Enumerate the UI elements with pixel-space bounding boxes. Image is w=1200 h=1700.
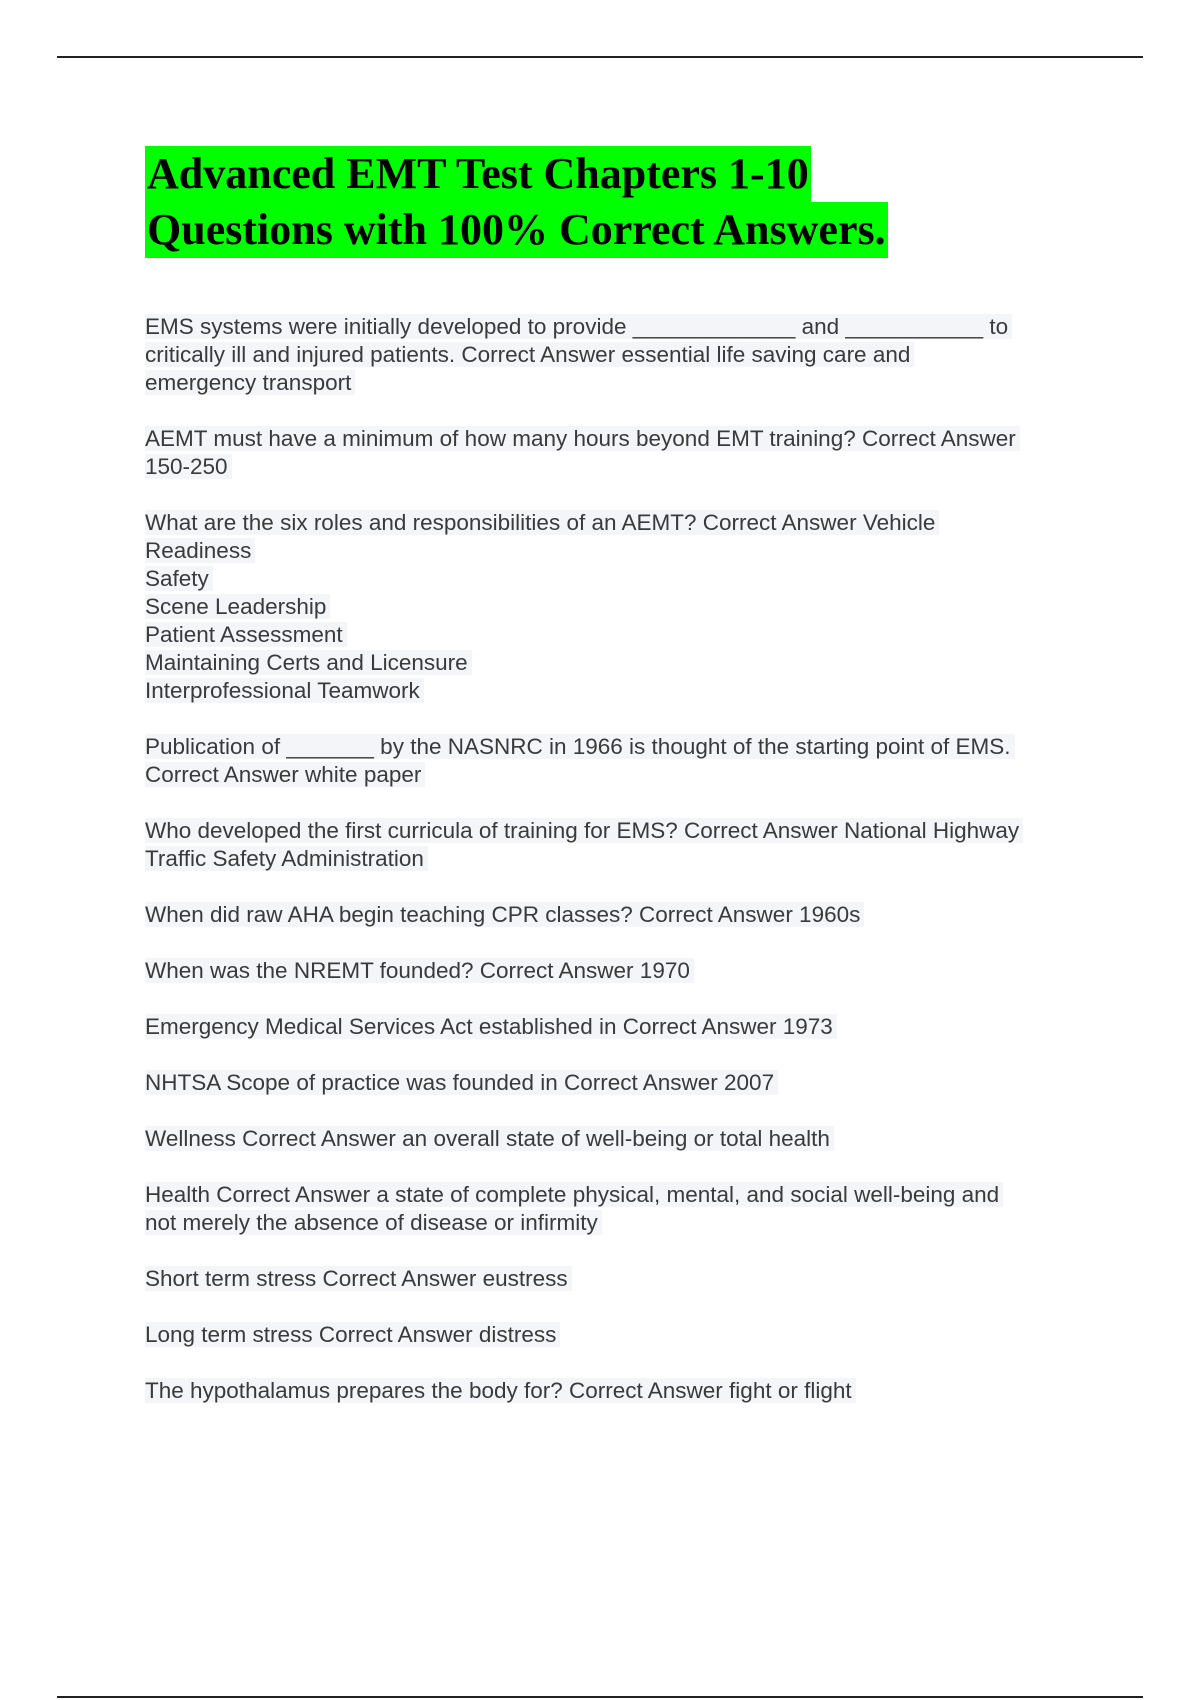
qa-text: Safety [145, 566, 213, 591]
qa-text: Scene Leadership [145, 594, 330, 619]
qa-item [145, 1181, 1090, 1237]
qa-line [145, 593, 1090, 621]
qa-list [145, 313, 1090, 1433]
qa-text: The hypothalamus prepares the body for? Correct Answer fight or flight [145, 1378, 856, 1403]
qa-line [145, 1125, 1090, 1153]
qa-line [145, 957, 1090, 985]
qa-text: Who developed the first curricula of training for EMS? Correct Answer National Highway [145, 818, 1023, 843]
qa-line [145, 1069, 1090, 1097]
qa-text: Wellness Correct Answer an overall state of well-being or total health [145, 1126, 834, 1151]
qa-text: Maintaining Certs and Licensure [145, 650, 472, 675]
qa-text: When was the NREMT founded? Correct Answer 1970 [145, 958, 694, 983]
qa-line [145, 1181, 1090, 1209]
qa-line [145, 509, 1090, 537]
qa-text: Readiness [145, 538, 255, 563]
qa-text: When did raw AHA begin teaching CPR classes? Correct Answer 1960s [145, 902, 864, 927]
qa-item [145, 313, 1090, 397]
qa-item [145, 817, 1090, 873]
qa-item [145, 1321, 1090, 1349]
qa-item [145, 1069, 1090, 1097]
qa-line [145, 1013, 1090, 1041]
qa-text: Patient Assessment [145, 622, 347, 647]
title-line: Advanced EMT Test Chapters 1-10 [145, 146, 811, 202]
qa-line [145, 649, 1090, 677]
qa-item [145, 1265, 1090, 1293]
qa-line [145, 453, 1090, 481]
qa-item [145, 733, 1090, 789]
qa-text: not merely the absence of disease or infirmity [145, 1210, 602, 1235]
qa-line [145, 1321, 1090, 1349]
qa-text: Health Correct Answer a state of complete physical, mental, and social well-being and [145, 1182, 1003, 1207]
qa-line [145, 313, 1090, 341]
qa-item [145, 901, 1090, 929]
footer-rule [57, 1696, 1143, 1698]
qa-text: NHTSA Scope of practice was founded in Correct Answer 2007 [145, 1070, 778, 1095]
qa-line [145, 901, 1090, 929]
qa-text: Short term stress Correct Answer eustress [145, 1266, 572, 1291]
qa-text: critically ill and injured patients. Correct Answer essential life saving care and [145, 342, 914, 367]
qa-text: Long term stress Correct Answer distress [145, 1322, 560, 1347]
header-rule [57, 56, 1143, 58]
qa-item [145, 509, 1090, 705]
qa-text: Emergency Medical Services Act established in Correct Answer 1973 [145, 1014, 837, 1039]
qa-line [145, 733, 1090, 761]
qa-line [145, 341, 1090, 369]
qa-item [145, 1013, 1090, 1041]
qa-item [145, 1125, 1090, 1153]
qa-line [145, 565, 1090, 593]
qa-text: Publication of _______ by the NASNRC in 1966 is thought of the starting point of EMS. [145, 734, 1015, 759]
qa-text: EMS systems were initially developed to provide _____________ and ___________ to [145, 314, 1012, 339]
qa-text: Correct Answer white paper [145, 762, 425, 787]
qa-line [145, 537, 1090, 565]
qa-item [145, 1377, 1090, 1405]
qa-text: Traffic Safety Administration [145, 846, 428, 871]
qa-text: 150-250 [145, 454, 232, 479]
qa-item [145, 957, 1090, 985]
qa-text: What are the six roles and responsibilities of an AEMT? Correct Answer Vehicle [145, 510, 939, 535]
title-line: Questions with 100% Correct Answers. [145, 202, 888, 258]
qa-item [145, 425, 1090, 481]
document-title [145, 146, 1105, 258]
qa-line [145, 845, 1090, 873]
qa-line [145, 761, 1090, 789]
qa-line [145, 1377, 1090, 1405]
qa-text: emergency transport [145, 370, 355, 395]
qa-line [145, 677, 1090, 705]
qa-line [145, 1265, 1090, 1293]
qa-line [145, 425, 1090, 453]
qa-line [145, 369, 1090, 397]
qa-line [145, 1209, 1090, 1237]
qa-text: AEMT must have a minimum of how many hours beyond EMT training? Correct Answer [145, 426, 1020, 451]
qa-line [145, 817, 1090, 845]
qa-line [145, 621, 1090, 649]
qa-text: Interprofessional Teamwork [145, 678, 424, 703]
